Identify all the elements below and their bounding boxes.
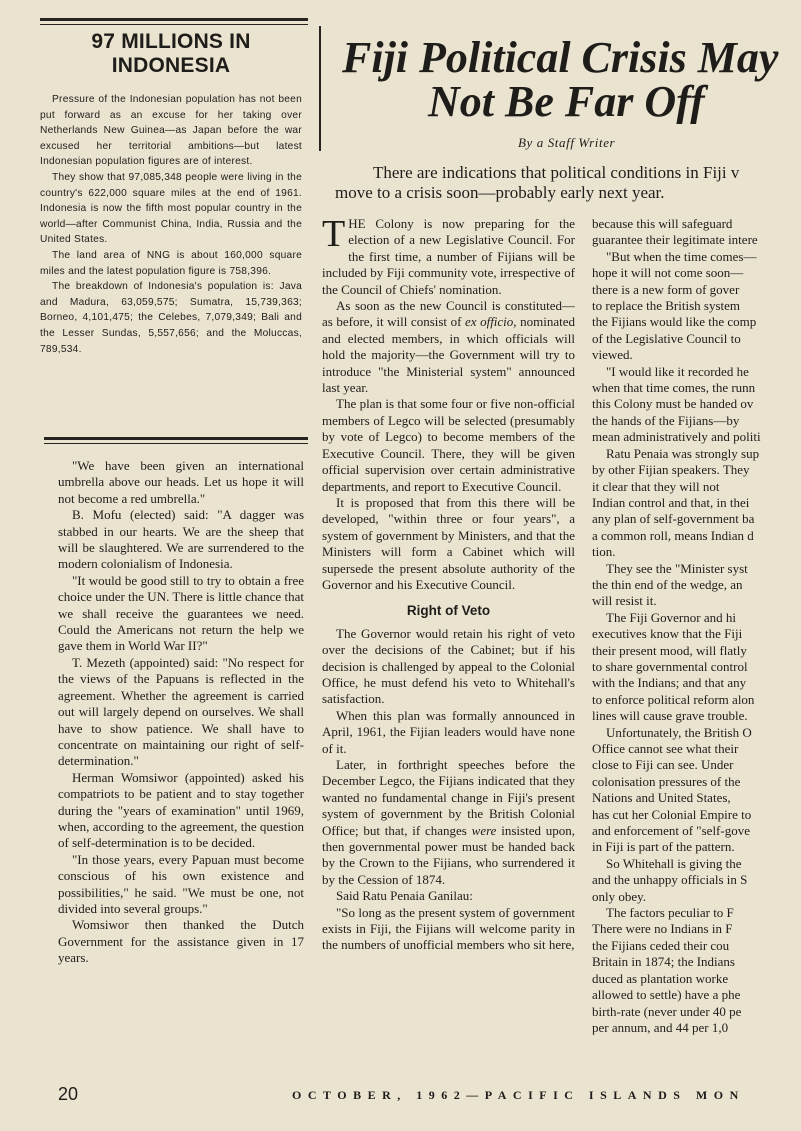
- body-line: mean administratively and politi: [592, 429, 761, 445]
- body-line: So Whitehall is giving the: [606, 855, 742, 871]
- body-paragraph: When this plan was formally announced in April, 1961, the Fijian leaders would have none of it.: [322, 707, 575, 756]
- body-line: and enforcement of "self-gove: [592, 823, 750, 839]
- sidebar-bottom-rule-thin: [44, 443, 308, 444]
- body-line: any plan of self-government ba: [592, 511, 755, 527]
- sidebar-paragraph: Pressure of the Indonesian population has not been put forward as an excuse for her taking over Netherlands New Guinea—as Japan before the war excused her territorial ambitions—but latest Indonesian population figures are of interest.: [40, 94, 302, 168]
- body-paragraph: The Governor would retain his right of veto over the decisions of the Cabinet; but if his decision is challenged by appeal to the Colonial Office, he must defend his veto to Whitehall's satisfaction.: [322, 625, 575, 707]
- body-paragraph: Womsiwor then thanked the Dutch Government for the assistance given in 17 years.: [58, 917, 304, 966]
- body-line: viewed.: [592, 347, 633, 363]
- body-line: executives know that the Fiji: [592, 626, 743, 642]
- body-line: "I would like it recorded he: [606, 363, 749, 379]
- body-line: only obey.: [592, 888, 647, 904]
- body-paragraph: T. Mezeth (appointed) said: "No respect for the views of the Papuans is reflected in the agreement. Whether the agreement is carried out will largely depend on ourselves. We shall have to show patience. We shall have to concentrate on maintaining our right of self-determination.": [58, 654, 304, 769]
- sidebar-title: [40, 30, 302, 78]
- body-line: close to Fiji can see. Under: [592, 757, 734, 773]
- body-line: in Fiji is part of the pattern.: [592, 839, 735, 855]
- right-column: [592, 216, 801, 1036]
- body-line: allowed to settle) have a phe: [592, 987, 741, 1003]
- sidebar-box: [40, 30, 302, 357]
- sidebar-title-line2: INDONESIA: [111, 54, 231, 77]
- body-paragraph: "In those years, every Papuan must become conscious of his own existence and possibilities," he said. "We must be one, not divided into several groups.": [58, 851, 304, 916]
- body-line: Office cannot see what their: [592, 741, 739, 756]
- body-line: will resist it.: [592, 593, 657, 609]
- body-line: hope it will not come soon—: [592, 265, 744, 281]
- drop-cap: T: [322, 216, 346, 255]
- text-run: Later, in forthright speeches before the December Legco, the Fijians indicated that they wanted no fundamental change in Fiji's present system of government by the British Colonial Office; but that, if changes: [322, 757, 575, 838]
- body-paragraph: "We have been given an international umbrella above our heads. Let us hope it will not become a red umbrella.": [58, 458, 304, 506]
- body-line: with the Indians; and that any: [592, 675, 747, 691]
- body-line: to replace the British system: [592, 298, 741, 314]
- body-paragraph: The plan is that some four or five non-official members of Legco will be selected (presumably by vote of Legco) to become members of the Executive Council. There, they will be given official supervision over certain administrative departments, and report to Executive Council.: [322, 396, 575, 494]
- body-line: There were no Indians in F: [592, 921, 733, 937]
- sidebar-paragraph: They show that 97,085,348 people were living in the country's 622,000 square miles at the end of 1961. Indonesia is now the fifth most popular country in the world—after Communist China, India, Russia and the United States.: [40, 171, 302, 246]
- headline-line2: Not Be Far Off: [428, 77, 705, 124]
- body-line: when that time comes, the runn: [592, 380, 756, 396]
- sidebar-top-rule-thin: [40, 24, 308, 25]
- body-paragraph: "So long as the present system of government exists in Fiji, the Fijians will welcome parity in the numbers of unofficial members who sit here,: [322, 904, 575, 953]
- running-footer: OCTOBER, 1962—PACIFIC ISLANDS MON: [292, 1088, 745, 1102]
- body-line: their present mood, will flatly: [592, 642, 747, 658]
- page-footer: [0, 1084, 801, 1114]
- body-paragraph: It is proposed that from this there will be developed, "within three or four years", a system of government by Ministers, and that the Ministers will form a Cabinet which will supersede the present absolute authority of the Governor and his Executive Council.: [322, 494, 575, 592]
- sidebar-title-line1: 97 MILLIONS IN: [91, 30, 251, 53]
- text-run: As soon as the new Council is constituted—as before, it will consist of: [322, 298, 575, 330]
- body-line: tion.: [592, 544, 616, 560]
- body-paragraph: Herman Womsiwor (appointed) asked his compatriots to be patient and to stay together during the "years of examination" until 1969, when, according to the agreement, the question of self-determination is to be decided.: [58, 769, 304, 851]
- body-line: the Fijians would like the comp: [592, 314, 757, 330]
- headline: [322, 36, 801, 124]
- body-line: because this will safeguard: [592, 216, 733, 231]
- body-paragraph: B. Mofu (elected) said: "A dagger was stabbed in our hearts. We are the sheep that will be slaughtered. We are surrendered to the modern colonialism of Indonesia.: [58, 507, 304, 572]
- standfirst: [335, 163, 801, 203]
- lead-paragraph-text: HE Colony is now preparing for the election of a new Legislative Council. For the first time, a number of Fijians will be included by Fiji community vote, irrespective of the Council of Chiefs' nomination.: [322, 216, 575, 297]
- body-line: per annum, and 44 per 1,0: [592, 1019, 729, 1035]
- headline-vertical-rule: [319, 26, 321, 151]
- left-column: [58, 458, 304, 1048]
- body-line: the hands of the Fijians—by: [592, 412, 740, 428]
- body-line: it clear that they will not: [592, 478, 720, 494]
- body-line: this Colony must be handed ov: [592, 396, 754, 412]
- body-paragraph: [322, 298, 575, 396]
- body-line: "But when the time comes—: [606, 248, 757, 264]
- body-line: lines will cause grave trouble.: [592, 708, 748, 724]
- headline-line1: Fiji Political Crisis May: [342, 36, 779, 82]
- body-paragraph: "It would be good still to try to obtain a free choice under the UN. There is little chance that we shall receive the guarantees we need. Could the Americans not return the help we gave them in World War II?": [58, 572, 304, 654]
- body-line: colonisation pressures of the: [592, 773, 741, 789]
- body-paragraph: [322, 757, 575, 888]
- text-run: nominated and elected members, in which officials will hold the majority—the Government will try to introduce "the Ministerial system" announced last year.: [322, 314, 575, 396]
- body-line: a common roll, means Indian d: [592, 527, 754, 543]
- body-line: Britain in 1874; the Indians: [592, 954, 735, 970]
- page-number: 20: [58, 1084, 79, 1104]
- middle-column: [322, 216, 575, 1036]
- sidebar-bottom-rule-thick: [44, 437, 308, 440]
- body-line: The factors peculiar to F: [606, 905, 734, 921]
- body-line: guarantee their legitimate intere: [592, 232, 758, 248]
- body-line: Unfortunately, the British O: [606, 724, 752, 740]
- sidebar-top-rule: [40, 18, 308, 21]
- body-line: of the Legislative Council to: [592, 330, 741, 346]
- lead-paragraph: [322, 216, 575, 298]
- body-line: Indian control and that, in thei: [592, 494, 750, 510]
- sidebar-paragraph: The breakdown of Indonesia's population is: Java and Madura, 63,059,575; Sumatra, 15,739,363; Borneo, 4,101,475; the Celebes, 7,079,349; Bali and the Lesser Sundas, 5,557,656; and the Moluccas, 789,534.: [40, 281, 302, 355]
- body-line: The Fiji Governor and hi: [606, 609, 736, 625]
- byline: By a Staff Writer: [518, 135, 616, 150]
- body-line: birth-rate (never under 40 pe: [592, 1003, 742, 1019]
- body-line: duced as plantation worke: [592, 970, 729, 986]
- body-line: by other Fijian speakers. They: [592, 462, 750, 478]
- body-line: They see the "Minister syst: [606, 560, 748, 576]
- body-paragraph: Said Ratu Penaia Ganilau:: [336, 888, 473, 904]
- sidebar-paragraph: The land area of NNG is about 160,000 square miles and the latest population figure is 758,396.: [40, 249, 302, 277]
- standfirst-line2: move to a crisis soon—probably early next year.: [335, 183, 665, 202]
- body-line: Ratu Penaia was strongly sup: [606, 445, 760, 461]
- italic-text: were: [471, 822, 497, 838]
- body-line: Nations and United States,: [592, 790, 731, 806]
- body-line: the thin end of the wedge, an: [592, 576, 743, 592]
- italic-text: ex officio,: [464, 314, 517, 330]
- body-line: there is a new form of gover: [592, 281, 740, 297]
- standfirst-line1: There are indications that political conditions in Fiji v: [373, 163, 740, 182]
- body-line: to enforce political reform alon: [592, 691, 755, 707]
- body-line: and the unhappy officials in S: [592, 872, 748, 888]
- subheading: Right of Veto: [406, 603, 491, 619]
- body-line: has cut her Colonial Empire to: [592, 806, 752, 822]
- body-line: the Fijians ceded their cou: [592, 937, 730, 953]
- text-run: insisted upon, then governmental power must be handed back by the Crown to the Fijians, who surrendered it by the Cession of 1874.: [322, 822, 575, 887]
- body-line: to share governmental control: [592, 658, 748, 674]
